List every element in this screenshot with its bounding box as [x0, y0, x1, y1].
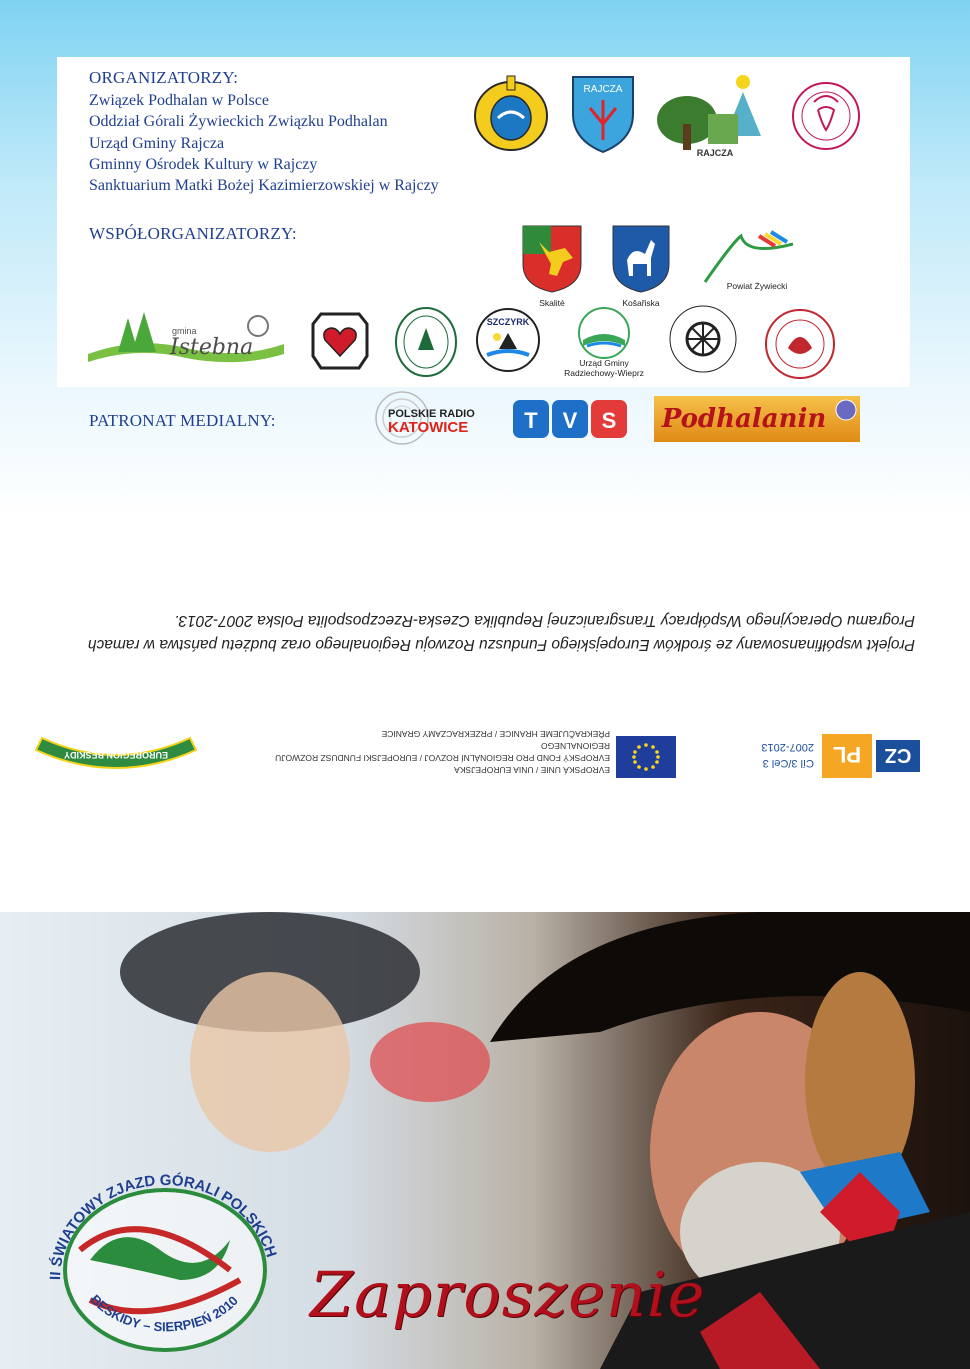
- eu-flag-icon: [616, 736, 676, 778]
- zywiec-green-seal-logo: [394, 306, 458, 378]
- co-organizers-heading: WSPÓŁORGANIZATORZY:: [89, 224, 297, 243]
- tvs-letter-v: V: [562, 408, 578, 433]
- upside-down-back-section: [0, 580, 970, 800]
- kosariska-coat-of-arms-logo: [611, 224, 671, 294]
- tvs-letter-t: T: [524, 408, 538, 433]
- istebna-name-text: Istebna: [170, 335, 254, 360]
- tvs-letter-s: S: [601, 408, 617, 433]
- project-line-1: Projekt współfinansowany ze środków Europejskiego Funduszu Rozwoju Regionalnego oraz budżetu państwa w ramach: [87, 636, 915, 653]
- rajcza-shield-logo: [570, 74, 636, 154]
- eu-line-2: EVROPSKÝ FOND PRO REGIONÁLNÍ ROZVOJ / EUROPEJSKI FUNDUSZ ROZWOJU REGIONALNEGO: [275, 741, 610, 763]
- eu-fund-text: [230, 728, 610, 776]
- badge-bottom-text: BESKIDY – SIERPIEŃ 2010: [87, 1291, 241, 1335]
- powiat-zywiecki-logo: [703, 230, 797, 286]
- project-line-2: Programu Operacyjnego Współpracy Transgranicznej Republika Czeska-Rzeczpospolita Polska 2007-2013.: [174, 612, 915, 629]
- heart-emblem-logo: [311, 312, 369, 370]
- sanktuarium-seal-logo: [790, 80, 862, 152]
- radziechowy-caption: Urząd Gminy Radziechowy-Wieprz: [564, 358, 644, 378]
- szczyrk-logo: [475, 307, 541, 373]
- project-text: [55, 608, 915, 656]
- eu-line-1: EVROPSKÁ UNIE / UNIA EUROPEJSKA: [454, 765, 610, 775]
- euroregion-text: EUROREGION BESKIDY: [63, 750, 169, 760]
- podhalanin-text: Podhalanin: [661, 404, 827, 434]
- skalite-caption: Skalité: [539, 298, 565, 308]
- podhalanin-logo: [654, 396, 860, 442]
- organizer-item: Urząd Gminy Rajcza: [89, 134, 225, 152]
- zwiazek-podhalan-crest-logo: [470, 72, 552, 154]
- media-heading: PATRONAT MEDIALNY:: [89, 411, 276, 430]
- polskie-radio-text: POLSKIE RADIO: [388, 408, 475, 420]
- eu-line-3: PŘEKRAČUJEME HRANICE / PRZEKRACZAMY GRANICE: [381, 729, 610, 739]
- radziechowy-wieprz-logo: [577, 306, 631, 360]
- organizer-item: Gminny Ośrodek Kultury w Rajczy: [89, 155, 318, 173]
- pl-text: PL: [832, 742, 862, 767]
- organizer-item: Związek Podhalan w Polsce: [89, 92, 269, 109]
- organizers-list: [89, 90, 439, 196]
- gok-rajcza-trees-logo: [653, 74, 765, 160]
- istebna-gmina-text: gmina: [172, 326, 197, 336]
- organizer-item: Sanktuarium Matki Bożej Kazimierzowskiej w Rajczy: [89, 177, 439, 195]
- szczyrk-text: SZCZYRK: [486, 317, 530, 327]
- organizers-heading: ORGANIZATORZY:: [89, 68, 239, 87]
- oddzial-gorali-slaskich-logo: [668, 304, 738, 374]
- gmina-istebna-logo: [88, 310, 284, 376]
- invitation-title: Zaproszenie: [310, 1258, 706, 1331]
- years-text: 2007-2013: [761, 741, 814, 753]
- powiat-zywiecki-caption: Powiat Żywiecki: [726, 281, 788, 291]
- cil-text: Cíl 3/Cel 3: [762, 757, 814, 769]
- badge-top-text: II ŚWIATOWY ZJAZD GÓRALI POLSKICH: [46, 1171, 280, 1281]
- zwiazek-podhalan-zywiec-logo: [764, 308, 836, 380]
- kosariska-caption: Košařiska: [622, 298, 660, 308]
- katowice-text: KATOWICE: [388, 419, 469, 436]
- rajcza-shield-text: RAJCZA: [583, 84, 623, 95]
- skalite-coat-of-arms-logo: [521, 224, 583, 294]
- cz-pl-programme-logo: [730, 734, 920, 778]
- zjazd-gorali-badge-logo: [30, 1150, 300, 1360]
- polskie-radio-katowice-logo: [374, 390, 484, 446]
- euroregion-beskidy-logo: [32, 734, 200, 780]
- gok-rajcza-text: RAJCZA: [696, 148, 734, 158]
- tvs-logo: [512, 398, 628, 440]
- organizer-item: Oddział Górali Żywieckich Związku Podhalan: [89, 113, 388, 131]
- cz-text: CZ: [884, 744, 912, 766]
